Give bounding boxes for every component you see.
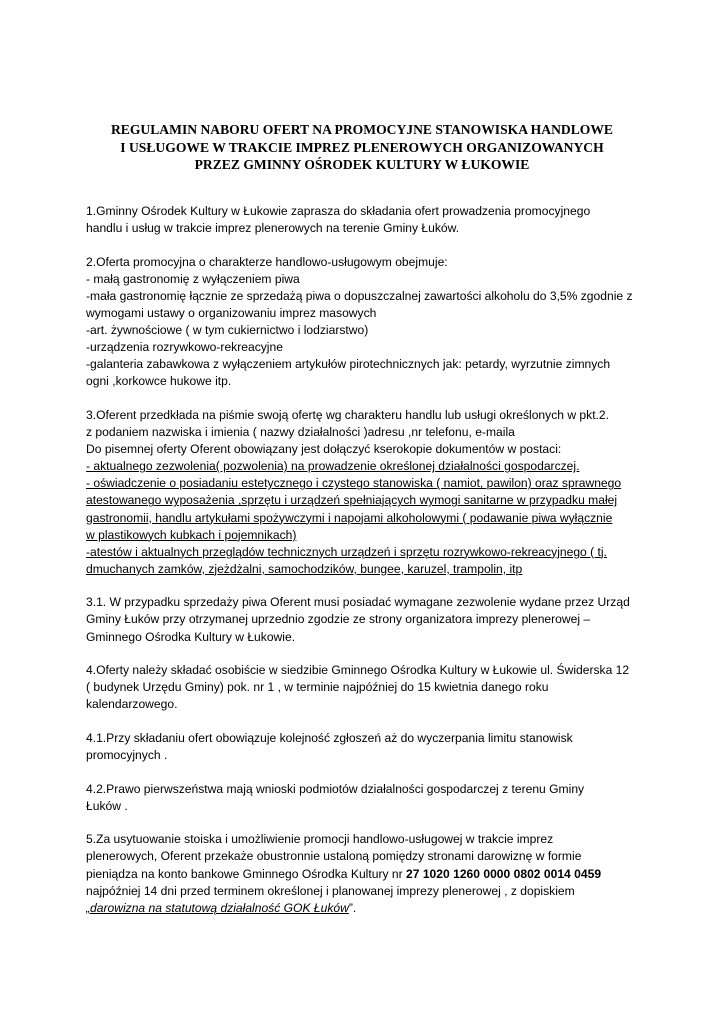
text-line: wymogami ustawy o organizowaniu imprez masowych	[86, 305, 377, 320]
text-fragment: pieniądza na konto bankowe Gminnego Ośrodka Kultury nr	[86, 866, 407, 881]
document-title	[60, 121, 664, 174]
paragraph-4-1	[86, 730, 666, 764]
underlined-line: w plastikowych kubkach i pojemnikach)	[86, 527, 297, 542]
text-line: 4.1.Przy składaniu ofert obowiązuje kolejność zgłoszeń aż do wyczerpania limitu stanowisk	[86, 730, 573, 745]
paragraph-3-1	[86, 594, 666, 645]
text-line: Gminnego Ośrodka Kultury w Łukowie.	[86, 629, 296, 644]
text-line: najpóźniej 14 dni przed terminem określonej i planowanej imprezy plenerowej , z dopiskiem	[86, 883, 575, 898]
text-line: kalendarzowego.	[86, 697, 178, 712]
text-line: 1.Gminny Ośrodek Kultury w Łukowie zaprasza do składania ofert prowadzenia promocyjnego	[86, 204, 591, 218]
underlined-line: gastronomii, handlu artykułami spożywczymi i napojami alkoholowymi ( podawanie piwa wyłącznie	[86, 510, 613, 525]
text-line: promocyjnych .	[86, 748, 168, 763]
text-line: 4.2.Prawo pierwszeństwa mają wnioski podmiotów działalności gospodarczej z terenu Gminy	[86, 781, 585, 796]
text-line: 5.Za usytuowanie stoiska i umożliwienie promocji handlowo-usługowej w trakcie imprez	[86, 832, 554, 847]
list-item: -mała gastronomię łącznie ze sprzedażą piwa o dopuszczalnej zawartości alkoholu do 3,5% zgodnie z	[86, 288, 633, 303]
paragraph-3	[86, 407, 666, 578]
text-line: ( budynek Urzędu Gminy) pok. nr 1 , w terminie najpóźniej do 15 kwietnia danego roku	[86, 680, 549, 695]
underlined-line: atestowanego wyposażenia ,sprzętu i urządzeń spełniających wymogi sanitarne w przypadku małej	[86, 493, 618, 508]
list-item: -galanteria zabawkowa z wyłączeniem artykułów pirotechnicznych jak: petardy, wyrzutnie zimnych	[86, 357, 611, 372]
paragraph-5	[86, 831, 666, 916]
paragraph-2	[86, 254, 666, 391]
underlined-line: dmuchanych zamków, zjeżdżalni, samochodzików, bungee, karuzel, trampolin, itp	[86, 561, 523, 576]
paragraph-4	[86, 662, 666, 713]
title-line: I USŁUGOWE W TRAKCIE IMPREZ PLENEROWYCH ORGANIZOWANYCH	[120, 139, 604, 155]
list-item: - małą gastronomię z wyłączeniem piwa	[86, 271, 300, 286]
list-item: -urządzenia rozrywkowo-rekreacyjne	[86, 340, 283, 355]
title-line: REGULAMIN NABORU OFERT NA PROMOCYJNE STANOWISKA HANDLOWE	[110, 122, 614, 137]
paragraph-4-2	[86, 781, 666, 815]
text-line: z podaniem nazwiska i imienia ( nazwy działalności )adresu ,nr telefonu, e-maila	[86, 425, 515, 440]
text-line: handlu i usług w trakcie imprez plenerowych na terenie Gminy Łuków.	[86, 221, 460, 236]
text-fragment: ”.	[348, 900, 357, 915]
text-line: Łuków .	[86, 798, 128, 813]
transfer-title-quote: „darowizna na statutową działalność GOK Łuków	[86, 900, 349, 915]
text-line	[86, 900, 666, 917]
text-line: Do pisemnej oferty Oferent obowiązany jest dołączyć kserokopie dokumentów w postaci:	[86, 442, 562, 457]
document-body	[86, 203, 666, 933]
text-line: 3.Oferent przedkłada na piśmie swoją ofertę wg charakteru handlu lub usługi określonych w pkt.2.	[86, 407, 610, 422]
text-line: 4.Oferty należy składać osobiście w siedzibie Gminnego Ośrodka Kultury w Łukowie ul. Świderska 12	[86, 663, 630, 678]
title-line: PRZEZ GMINNY OŚRODEK KULTURY W ŁUKOWIE	[194, 157, 530, 172]
underlined-line: - aktualnego zezwolenia( pozwolenia) na prowadzenie określonej działalności gospodarczej.	[86, 459, 580, 474]
bank-account-number: 27 1020 1260 0000 0802 0014 0459	[406, 866, 602, 881]
text-line: Gminy Łuków przy otrzymanej uprzednio zgodzie ze strony organizatora imprezy plenerowej –	[86, 612, 591, 627]
underlined-line: - oświadczenie o posiadaniu estetycznego i czystego stanowiska ( namiot, pawilon) oraz sprawnego	[86, 476, 622, 491]
paragraph-1	[86, 203, 666, 237]
text-line	[86, 866, 666, 883]
text-line: plenerowych, Oferent przekaże obustronnie ustaloną pomiędzy stronami darowiznę w formie	[86, 849, 582, 864]
underlined-line: -atestów i aktualnych przeglądów technicznych urządzeń i sprzętu rozrywkowo-rekreacyjnego ( tj.	[86, 544, 607, 559]
text-line: ogni ,korkowce hukowe itp.	[86, 374, 232, 389]
text-line: 3.1. W przypadku sprzedaży piwa Oferent musi posiadać wymagane zezwolenie wydane przez Urząd	[86, 595, 630, 610]
list-item: -art. żywnościowe ( w tym cukiernictwo i lodziarstwo)	[86, 323, 369, 338]
text-line: 2.Oferta promocyjna o charakterze handlowo-usługowym obejmuje:	[86, 254, 448, 269]
